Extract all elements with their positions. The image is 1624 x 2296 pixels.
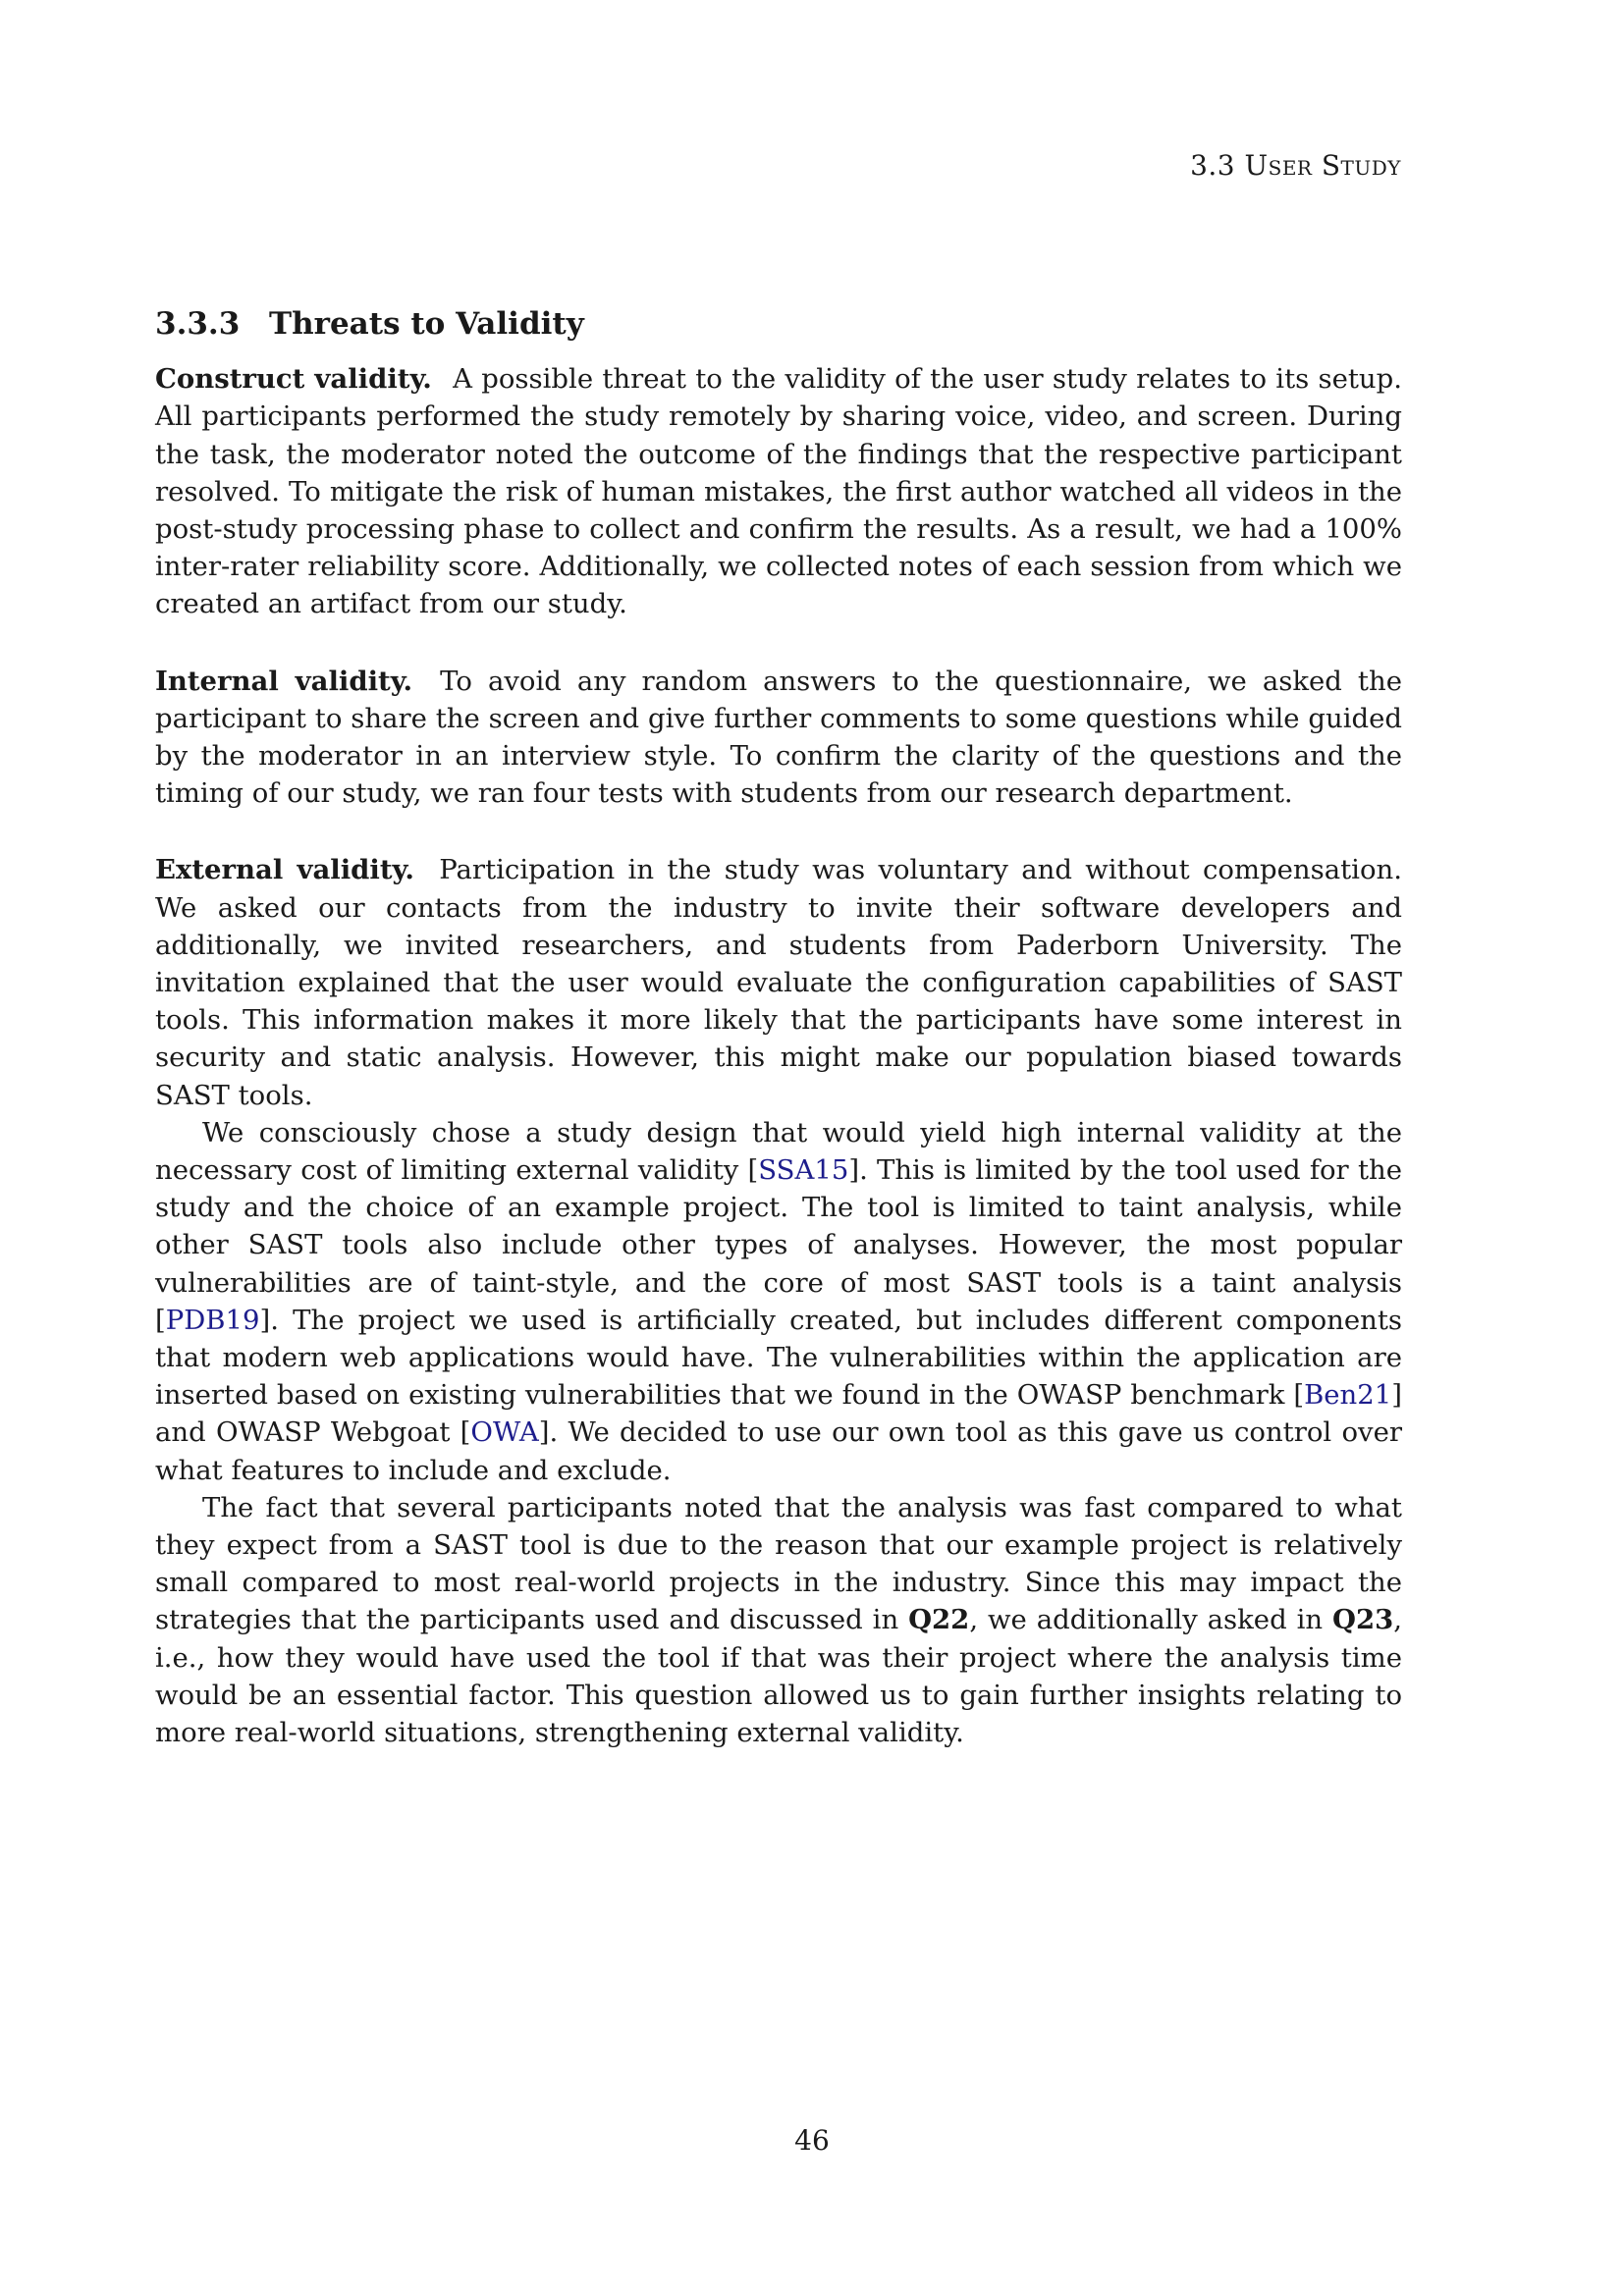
body-text: ]. The project we used is artificially created, but includes different components that modern web applications would have. The vulnerabilities within the application are inserted based on existing vulnerabilities that we found in the OWASP benchmark [ — [155, 1304, 1402, 1412]
external-validity-heading: External validity. — [155, 854, 414, 886]
internal-validity-paragraph — [155, 663, 1402, 813]
section-heading — [155, 306, 1402, 343]
analysis-time-paragraph — [155, 1489, 1402, 1751]
internal-validity-text: To avoid any random answers to the questionnaire, we asked the participant to share the screen and give further comments to some questions while guided by the moderator in an interview style. To confirm the clarity of the questions and the timing of our study, we ran four tests with students from our research department. — [155, 665, 1402, 810]
section-title: Threats to Validity — [269, 306, 584, 342]
section-number: 3.3.3 — [155, 306, 241, 342]
body-text: ]. This is limited by the tool used for the study and the choice of an example project. The tool is limited to taint analysis, while other SAST tools also include other types of analyses. However, the most popular vulnerabilities are of taint-style, and the core of most SAST tools is a taint analysis [ — [155, 1154, 1402, 1336]
question-ref-q23: Q23 — [1332, 1604, 1394, 1636]
running-head-number: 3.3 — [1190, 149, 1236, 182]
body-text: ] and OWASP Webgoat [ — [155, 1379, 1402, 1449]
citation-link-pdb19[interactable]: PDB19 — [165, 1304, 260, 1336]
question-ref-q22: Q22 — [908, 1604, 970, 1636]
citation-link-owa[interactable]: OWA — [470, 1416, 539, 1449]
body-text: We consciously chose a study design that would yield high internal validity at the necessary cost of limiting external validity [ — [155, 1116, 1402, 1187]
construct-validity-text: A possible threat to the validity of the user study relates to its setup. All participants performed the study remotely by sharing voice, video, and screen. During the task, the moderator noted the outcome of the findings that the respective participant resolved. To mitigate the risk of human mistakes, the first author watched all videos in the post-study processing phase to collect and confirm the results. As a result, we had a 100% inter-rater reliability score. Additionally, we collected notes of each session from which we created an artifact from our study. — [155, 363, 1402, 620]
study-design-paragraph — [155, 1114, 1402, 1489]
internal-validity-heading: Internal validity. — [155, 665, 413, 697]
page-content — [155, 306, 1402, 1751]
body-text: The fact that several participants noted that the analysis was fast compared to what they expect from a SAST tool is due to the reason that our example project is relatively small compared to most real-world projects in the industry. Since this may impact the strategies that the participants used and discussed in — [155, 1491, 1402, 1636]
running-head — [1190, 149, 1401, 182]
body-text: , i.e., how they would have used the tool if that was their project where the analysis time would be an essential factor. This question allowed us to gain further insights relating to more real-world situations, strengthening external validity. — [155, 1604, 1403, 1749]
body-text: , we additionally asked in — [969, 1604, 1333, 1636]
page-number: 46 — [794, 2124, 830, 2157]
citation-link-ssa15[interactable]: SSA15 — [758, 1154, 849, 1187]
citation-link-ben21[interactable]: Ben21 — [1304, 1379, 1392, 1412]
external-validity-text: Participation in the study was voluntary and without compensation. We asked our contacts from the industry to invite their software developers and additionally, we invited researchers, and students from Paderborn University. The invitation explained that the user would evaluate the configuration capabilities of SAST tools. This information makes it more likely that the participants have some interest in security and static analysis. However, this might make our population biased towards SAST tools. — [155, 854, 1402, 1111]
construct-validity-paragraph — [155, 360, 1402, 622]
running-head-title: User Study — [1244, 149, 1401, 182]
body-text: ]. We decided to use our own tool as this gave us control over what features to include and exclude. — [155, 1416, 1402, 1486]
external-validity-paragraph — [155, 851, 1402, 1113]
construct-validity-heading: Construct validity. — [155, 363, 432, 396]
